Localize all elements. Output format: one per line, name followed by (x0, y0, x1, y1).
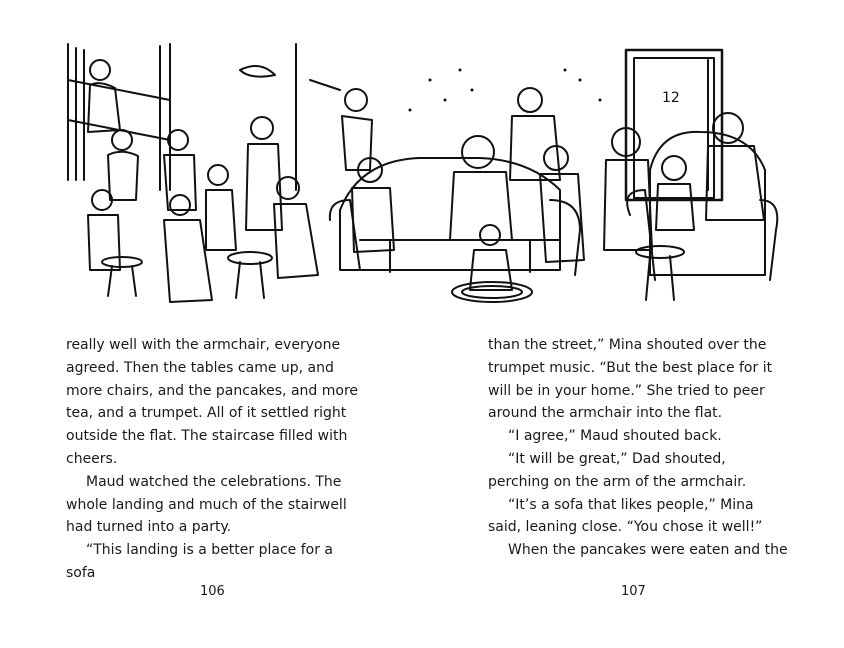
right-paragraph-4: “It’s a sofa that likes people,” Mina said, leaning close. “You chose it well!” (488, 496, 763, 536)
coffee-table (102, 257, 142, 296)
right-paragraph-3: “It will be great,” Dad shouted, perching on the arm of the armchair. (488, 450, 747, 490)
door-number: 12 (662, 90, 680, 106)
left-paragraph-3: “This landing is a better place for a sofa (66, 542, 333, 581)
page-number-left: 106 (200, 584, 225, 599)
left-paragraph-1: really well with the armchair, everyone agreed. Then the tables came up, and more chairs, and the pancakes, and more tea, and a trumpet. All of it settled right outside the flat. The staircase filled with cheers. (66, 337, 359, 467)
left-paragraph-2: Maud watched the celebrations. The whole landing and much of the stairwell had turned into a party. (66, 473, 347, 536)
right-paragraph-1: than the street,” Mina shouted over the trumpet music. “But the best place for it will be in your home.” She tried to peer around the armchair into the flat. (488, 337, 773, 422)
right-paragraph-2: “I agree,” Maud shouted back. (508, 428, 722, 445)
party-illustration (60, 40, 780, 310)
side-table-left (228, 252, 272, 298)
right-page-text (488, 334, 788, 562)
side-table-right (636, 246, 684, 300)
right-paragraph-5: When the pancakes were eaten and the (508, 542, 788, 559)
left-page-text (66, 334, 366, 585)
page-number-right: 107 (621, 584, 646, 599)
